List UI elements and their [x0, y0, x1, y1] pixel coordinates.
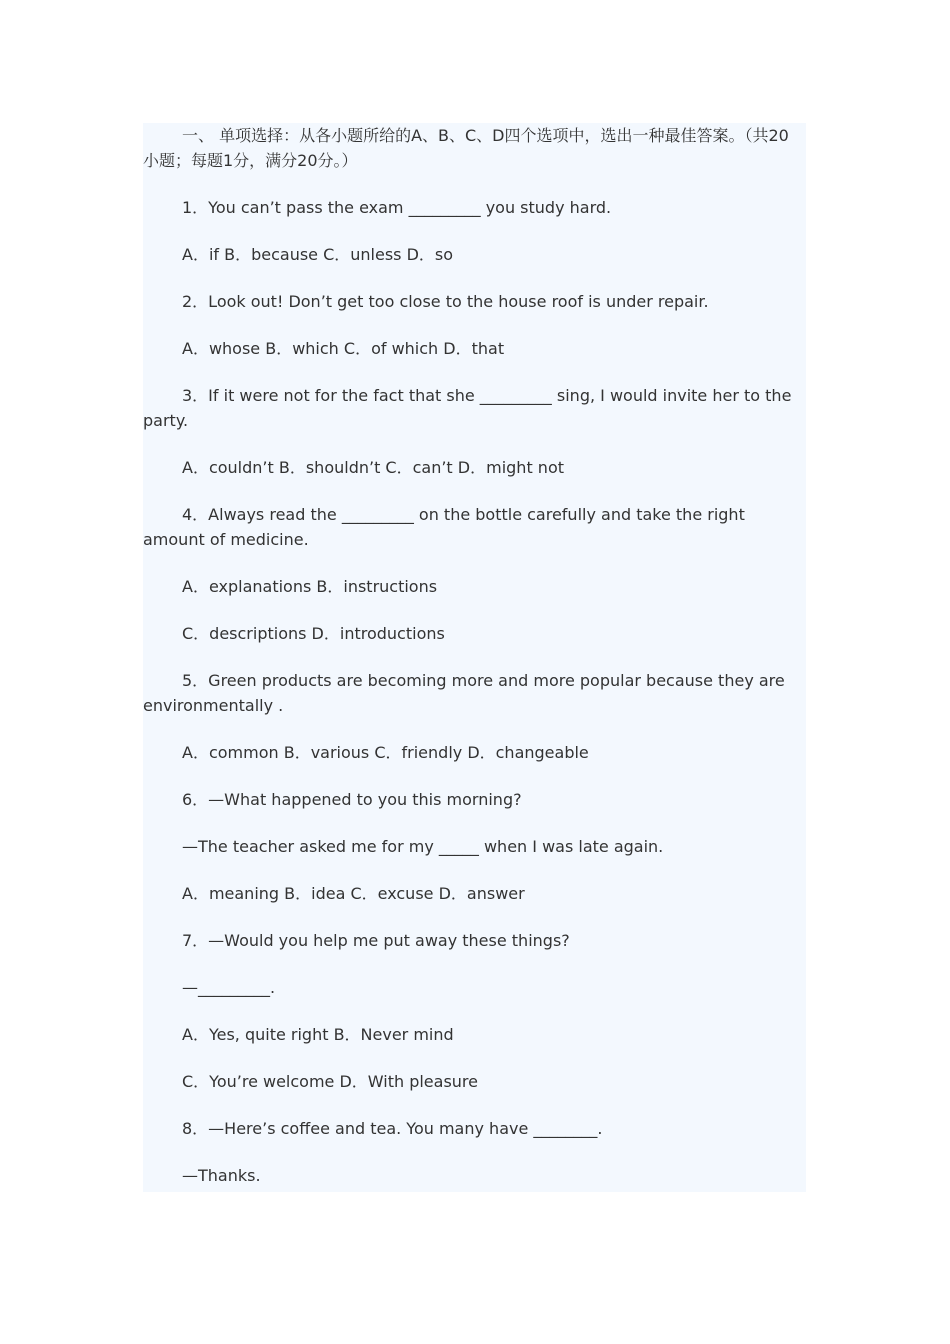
- question-2-options: A．whose B．which C．of which D．that: [182, 339, 505, 358]
- question-7-options-ab: A．Yes, quite right B．Never mind: [182, 1025, 454, 1044]
- section-heading: 一、 单项选择：从各小题所给的A、B、C、D四个选项中，选出一种最佳答案。（共20小题；每题1分，满分20分。）: [143, 126, 789, 170]
- question-7-dialogue: —_________.: [182, 978, 276, 997]
- question-6-dialogue: —The teacher asked me for my _____ when I was late again.: [182, 837, 664, 856]
- question-2: 2．Look out! Don’t get too close to the house roof is under repair.: [182, 292, 709, 311]
- question-6-options: A．meaning B．idea C．excuse D．answer: [182, 884, 525, 903]
- question-4: 4．Always read the _________ on the bottle carefully and take the right amount of medicine.: [143, 505, 745, 549]
- document-content: [143, 123, 793, 1210]
- question-4-options-cd: C．descriptions D．introductions: [182, 624, 445, 643]
- question-8: 8．—Here’s coffee and tea. You many have ________.: [182, 1119, 603, 1138]
- question-4-options-ab: A．explanations B．instructions: [182, 577, 438, 596]
- question-7-options-cd: C．You’re welcome D．With pleasure: [182, 1072, 479, 1091]
- question-6: 6．—What happened to you this morning?: [182, 790, 522, 809]
- question-5-options: A．common B．various C．friendly D．changeable: [182, 743, 589, 762]
- question-5: 5．Green products are becoming more and more popular because they are environmentally .: [143, 671, 785, 715]
- question-3: 3．If it were not for the fact that she _________ sing, I would invite her to the party.: [143, 386, 792, 430]
- question-1-options: A．if B．because C．unless D．so: [182, 245, 454, 264]
- question-3-options: A．couldn’t B．shouldn’t C．can’t D．might not: [182, 458, 565, 477]
- question-1: 1．You can’t pass the exam _________ you study hard.: [182, 198, 612, 217]
- question-7: 7．—Would you help me put away these things?: [182, 931, 570, 950]
- question-8-dialogue: —Thanks.: [182, 1166, 261, 1185]
